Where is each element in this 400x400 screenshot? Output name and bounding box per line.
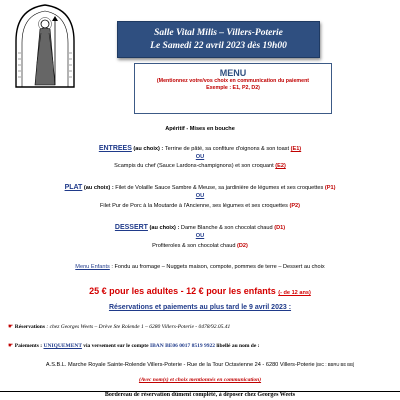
plat-option2: Filet Pur de Porc à la Moutarde à l'Ancienne, ses légumes et ses croquettes [99, 203, 290, 209]
prices-ages: (- de 12 ans) [278, 290, 311, 296]
plat-heading: PLAT [64, 184, 83, 191]
ou-label: OU [195, 233, 205, 239]
plat-option1: Filet de Volaille Sauce Sambre & Meuse, sa jardinière de légumes et ses croquettes [115, 185, 325, 191]
prices-main: 25 € pour les adultes - 12 € pour les enfants [89, 286, 279, 296]
bullet-icon: ☛ [8, 343, 14, 349]
saint-medallion-icon [8, 3, 83, 88]
dessert-code2: (D2) [237, 243, 248, 249]
ou-label: OU [195, 154, 205, 160]
entrees-line2 [0, 163, 400, 170]
menu-enfants-text: : Fondu au fromage – Nuggets maison, compote, pommes de terre – Dessert au choix [109, 264, 325, 270]
beneficiary-text: A.S.B.L. Marche Royale Sainte-Rolende Villers-Poterie - Rue de la Tour Octavienne 24 - 6280 Villers-Poterie [45, 362, 317, 368]
beneficiary-bic: [BIC : BBRU BE BB] [316, 362, 355, 367]
reservations-label: Réservations [14, 324, 46, 330]
paiements-suffix: libellé au nom de : [215, 343, 260, 349]
dessert-line1 [0, 224, 400, 232]
plat-line2 [0, 203, 400, 210]
deadline-line: Réservations et paiements au plus tard le 9 avril 2023 : [108, 304, 292, 311]
menu-title: MENU [219, 68, 247, 78]
menu-enfants-line [0, 264, 400, 271]
beneficiary-line [0, 361, 400, 369]
paiements-text: via versement sur le compte [81, 343, 150, 349]
event-banner [117, 21, 320, 58]
menu-box [134, 63, 332, 114]
paiements-separator: : [38, 343, 44, 349]
paiements-iban: IBAN BE06 0017 8519 9922 [149, 343, 216, 349]
paiements-uniquement: UNIQUEMENT [43, 343, 82, 349]
entrees-heading: ENTREES [98, 145, 132, 152]
reservations-line [8, 324, 398, 331]
entrees-code1: (E1) [290, 146, 302, 152]
footer-text: Bordereau de réservation dûment complété, à déposer chez Georges Weets [104, 392, 296, 398]
entrees-option1: Terrine de pâté, sa confiture d'oignons & son toast [164, 146, 291, 152]
menu-note-line1: (Mentionnez votre/vos choix en communication du paiement [156, 78, 310, 84]
plat-code1: (P1) [324, 185, 336, 191]
paiements-label: Paiements [14, 343, 39, 349]
entrees-option2: Scampis du chef (Sauce Lardons-champignons) et son croquant [114, 163, 276, 169]
names-note: (Avec nom(s) et choix mentionnés en communication) [138, 377, 262, 383]
dessert-option2: Profiteroles & son chocolat chaud [152, 243, 237, 249]
prices-line [0, 286, 400, 296]
dessert-heading: DESSERT [114, 224, 148, 231]
banner-date: Le Samedi 22 avril 2023 dès 19h00 [150, 41, 287, 51]
bullet-icon: ☛ [8, 324, 14, 330]
dessert-code1: (D1) [274, 225, 286, 231]
plat-code2: (P2) [289, 203, 301, 209]
dessert-choice-note: (au choix) : [147, 225, 181, 231]
reservations-text: : chez Georges Weets – Drève Ste Rolende 1 – 6280 Villers-Poterie - 0478/92.05.41 [45, 324, 231, 330]
menu-note-line2: Exemple : E1, P2, D2) [206, 85, 260, 91]
entrees-line1 [0, 145, 400, 153]
dessert-line2 [0, 243, 400, 250]
paiements-line [8, 343, 398, 350]
entrees-choice-note: (au choix) : [131, 146, 165, 152]
dessert-option1: Dame Blanche & son chocolat chaud [180, 225, 275, 231]
plat-choice-note: (au choix) : [82, 185, 116, 191]
ou-label: OU [195, 193, 205, 199]
entrees-code2: (E2) [275, 163, 286, 169]
banner-venue: Salle Vital Milis – Villers-Poterie [154, 28, 283, 38]
menu-enfants-label: Menu Enfants [75, 264, 110, 270]
aperitif-line: Apéritif - Mises en bouche [165, 126, 235, 132]
plat-line1 [0, 184, 400, 192]
